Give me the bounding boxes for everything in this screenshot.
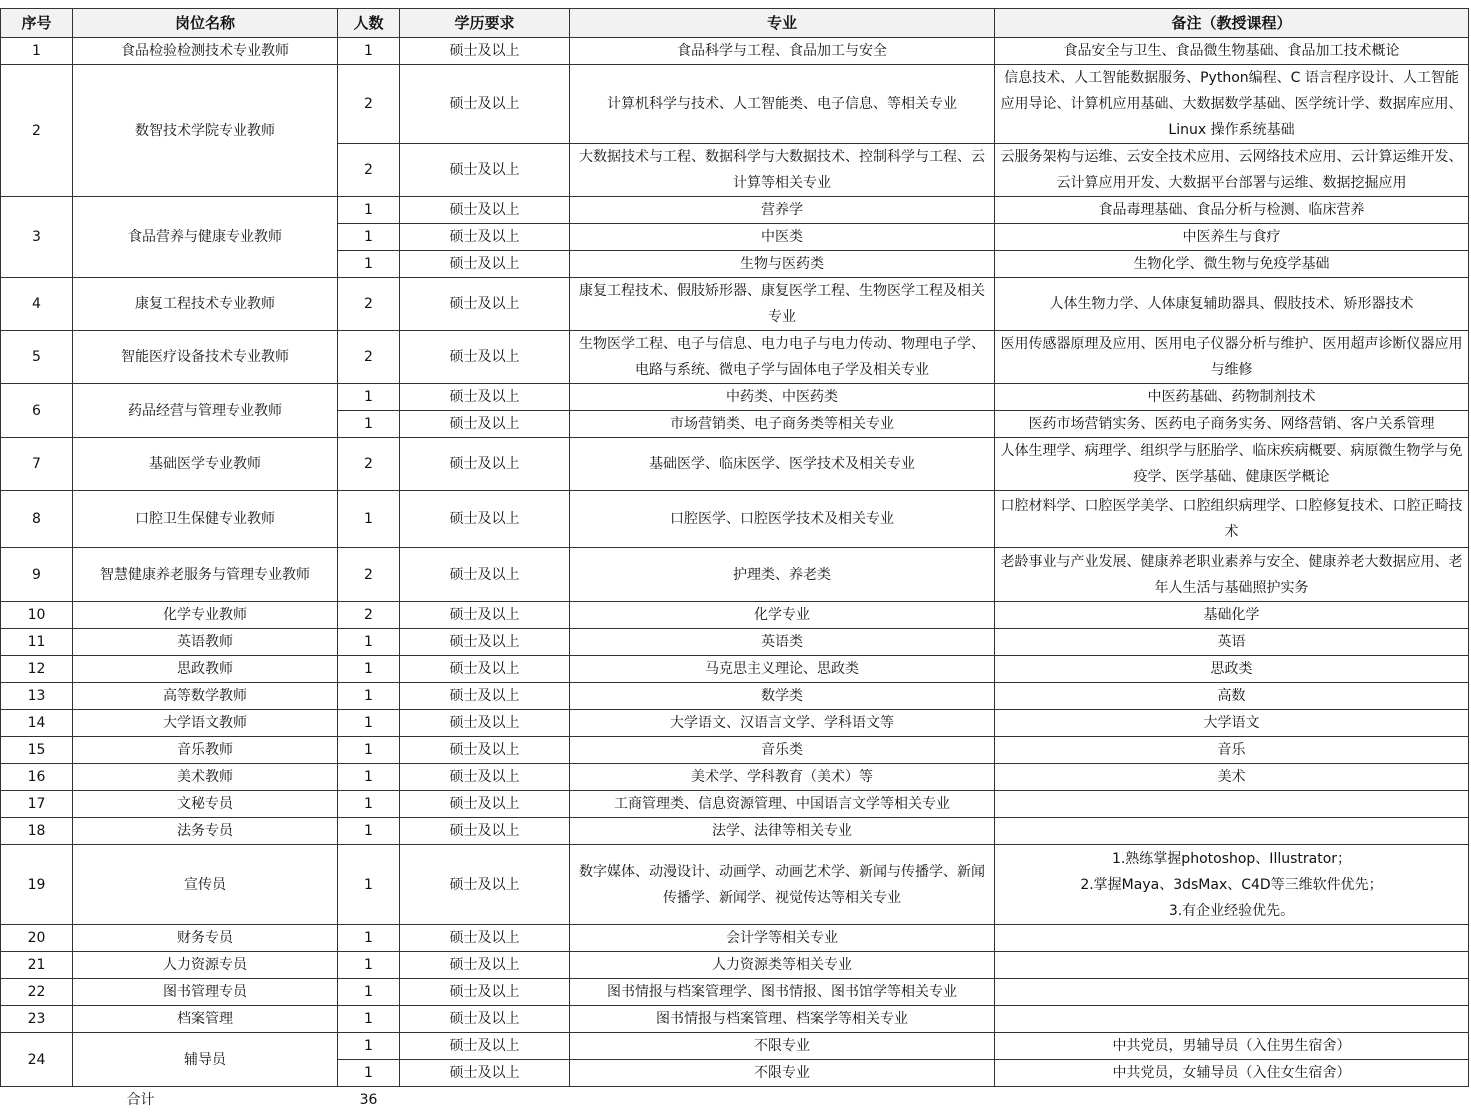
cell-no: 6 [1,384,73,438]
table-row [1,384,1469,411]
cell-no: 8 [1,491,73,548]
cell-count: 1 [338,197,400,224]
cell-count: 1 [338,224,400,251]
cell-count: 1 [338,384,400,411]
cell-major: 食品科学与工程、食品加工与安全 [570,38,995,65]
cell-post: 图书管理专员 [73,979,338,1006]
table-row [1,491,1469,548]
total-empty-cell [400,1087,570,1113]
cell-count: 1 [338,791,400,818]
cell-count: 2 [338,65,400,144]
cell-education: 硕士及以上 [400,845,570,925]
total-empty-cell [570,1087,995,1113]
cell-education: 硕士及以上 [400,65,570,144]
cell-note: 医药市场营销实务、医药电子商务实务、网络营销、客户关系管理 [995,411,1469,438]
cell-note: 中医药基础、药物制剂技术 [995,384,1469,411]
cell-post: 高等数学教师 [73,683,338,710]
cell-count: 2 [338,548,400,602]
table-body [1,38,1469,1087]
cell-post: 智慧健康养老服务与管理专业教师 [73,548,338,602]
cell-major: 生物与医药类 [570,251,995,278]
cell-major: 康复工程技术、假肢矫形器、康复医学工程、生物医学工程及相关专业 [570,278,995,331]
cell-major: 音乐类 [570,737,995,764]
cell-major: 不限专业 [570,1060,995,1087]
cell-major: 生物医学工程、电子与信息、电力电子与电力传动、物理电子学、电路与系统、微电子学与固体电子学及相关专业 [570,331,995,384]
table-row [1,65,1469,144]
cell-education: 硕士及以上 [400,629,570,656]
cell-count: 2 [338,331,400,384]
cell-major: 数学类 [570,683,995,710]
cell-post: 财务专员 [73,925,338,952]
cell-post: 档案管理 [73,1006,338,1033]
cell-major: 数字媒体、动漫设计、动画学、动画艺术学、新闻与传播学、新闻传播学、新闻学、视觉传达等相关专业 [570,845,995,925]
cell-major: 口腔医学、口腔医学技术及相关专业 [570,491,995,548]
cell-education: 硕士及以上 [400,952,570,979]
table-row [1,952,1469,979]
cell-no: 11 [1,629,73,656]
cell-major: 法学、法律等相关专业 [570,818,995,845]
cell-note: 美术 [995,764,1469,791]
cell-no: 20 [1,925,73,952]
cell-count: 1 [338,1033,400,1060]
cell-count: 1 [338,818,400,845]
header-cell-post: 岗位名称 [73,9,338,38]
cell-no: 3 [1,197,73,278]
total-label: 合计 [1,1087,338,1113]
cell-post: 人力资源专员 [73,952,338,979]
cell-note: 老龄事业与产业发展、健康养老职业素养与安全、健康养老大数据应用、老年人生活与基础照护实务 [995,548,1469,602]
cell-post: 药品经营与管理专业教师 [73,384,338,438]
table-row [1,845,1469,925]
cell-post: 宣传员 [73,845,338,925]
cell-count: 1 [338,737,400,764]
table-row [1,710,1469,737]
cell-major: 美术学、学科教育（美术）等 [570,764,995,791]
cell-no: 19 [1,845,73,925]
cell-post: 文秘专员 [73,791,338,818]
cell-post: 数智技术学院专业教师 [73,65,338,197]
table-row [1,38,1469,65]
cell-note: 中共党员，女辅导员（入住女生宿舍） [995,1060,1469,1087]
cell-no: 23 [1,1006,73,1033]
cell-no: 22 [1,979,73,1006]
cell-no: 5 [1,331,73,384]
cell-note: 中共党员，男辅导员（入住男生宿舍） [995,1033,1469,1060]
cell-major: 中药类、中医药类 [570,384,995,411]
cell-count: 1 [338,952,400,979]
cell-major: 营养学 [570,197,995,224]
cell-count: 2 [338,278,400,331]
header-cell-note: 备注（教授课程） [995,9,1469,38]
table-row [1,1033,1469,1060]
cell-major: 计算机科学与技术、人工智能类、电子信息、等相关专业 [570,65,995,144]
cell-count: 1 [338,251,400,278]
header-cell-no: 序号 [1,9,73,38]
cell-count: 1 [338,683,400,710]
cell-note [995,1006,1469,1033]
cell-education: 硕士及以上 [400,384,570,411]
cell-count: 1 [338,845,400,925]
table-row [1,979,1469,1006]
cell-education: 硕士及以上 [400,818,570,845]
cell-note [995,979,1469,1006]
cell-education: 硕士及以上 [400,224,570,251]
cell-count: 1 [338,1060,400,1087]
cell-education: 硕士及以上 [400,656,570,683]
header-cell-major: 专业 [570,9,995,38]
cell-no: 9 [1,548,73,602]
table-row [1,764,1469,791]
cell-major: 马克思主义理论、思政类 [570,656,995,683]
cell-count: 2 [338,602,400,629]
cell-post: 英语教师 [73,629,338,656]
cell-post: 化学专业教师 [73,602,338,629]
cell-count: 2 [338,144,400,197]
cell-count: 1 [338,710,400,737]
cell-no: 2 [1,65,73,197]
cell-major: 图书情报与档案管理学、图书情报、图书馆学等相关专业 [570,979,995,1006]
cell-major: 人力资源类等相关专业 [570,952,995,979]
cell-count: 1 [338,38,400,65]
cell-education: 硕士及以上 [400,38,570,65]
cell-count: 1 [338,925,400,952]
cell-major: 大数据技术与工程、数据科学与大数据技术、控制科学与工程、云计算等相关专业 [570,144,995,197]
cell-note: 人体生物力学、人体康复辅助器具、假肢技术、矫形器技术 [995,278,1469,331]
cell-post: 食品营养与健康专业教师 [73,197,338,278]
cell-major: 护理类、养老类 [570,548,995,602]
cell-education: 硕士及以上 [400,251,570,278]
header-cell-education: 学历要求 [400,9,570,38]
table-row [1,1006,1469,1033]
cell-note: 音乐 [995,737,1469,764]
cell-no: 16 [1,764,73,791]
cell-no: 4 [1,278,73,331]
cell-note: 信息技术、人工智能数据服务、Python编程、C 语言程序设计、人工智能应用导论、计算机应用基础、大数据数学基础、医学统计学、数据库应用、Linux 操作系统基础 [995,65,1469,144]
cell-no: 17 [1,791,73,818]
cell-post: 基础医学专业教师 [73,438,338,491]
cell-count: 1 [338,656,400,683]
table-row [1,925,1469,952]
cell-note: 食品毒理基础、食品分析与检测、临床营养 [995,197,1469,224]
table-row [1,791,1469,818]
cell-note: 中医养生与食疗 [995,224,1469,251]
cell-education: 硕士及以上 [400,197,570,224]
table-row [1,629,1469,656]
cell-no: 15 [1,737,73,764]
cell-post: 法务专员 [73,818,338,845]
cell-note: 人体生理学、病理学、组织学与胚胎学、临床疾病概要、病原微生物学与免疫学、医学基础、健康医学概论 [995,438,1469,491]
cell-education: 硕士及以上 [400,683,570,710]
recruitment-table [0,8,1469,1113]
cell-major: 化学专业 [570,602,995,629]
cell-post: 美术教师 [73,764,338,791]
cell-note: 大学语文 [995,710,1469,737]
table-row [1,602,1469,629]
cell-count: 2 [338,438,400,491]
cell-education: 硕士及以上 [400,925,570,952]
cell-no: 14 [1,710,73,737]
table-row [1,683,1469,710]
cell-note [995,791,1469,818]
cell-education: 硕士及以上 [400,411,570,438]
cell-education: 硕士及以上 [400,278,570,331]
cell-major: 图书情报与档案管理、档案学等相关专业 [570,1006,995,1033]
table-row [1,331,1469,384]
cell-post: 大学语文教师 [73,710,338,737]
cell-post: 食品检验检测技术专业教师 [73,38,338,65]
cell-education: 硕士及以上 [400,331,570,384]
total-empty-cell [995,1087,1469,1113]
cell-no: 1 [1,38,73,65]
cell-no: 24 [1,1033,73,1087]
cell-note: 1.熟练掌握photoshop、Illustrator； 2.掌握Maya、3dsMax、C4D等三维软件优先； 3.有企业经验优先。 [995,845,1469,925]
cell-major: 会计学等相关专业 [570,925,995,952]
cell-education: 硕士及以上 [400,438,570,491]
cell-note [995,925,1469,952]
table-row [1,548,1469,602]
cell-no: 18 [1,818,73,845]
cell-education: 硕士及以上 [400,979,570,1006]
cell-no: 13 [1,683,73,710]
cell-post: 口腔卫生保健专业教师 [73,491,338,548]
cell-note: 基础化学 [995,602,1469,629]
cell-note: 食品安全与卫生、食品微生物基础、食品加工技术概论 [995,38,1469,65]
table-row [1,278,1469,331]
cell-post: 智能医疗设备技术专业教师 [73,331,338,384]
cell-education: 硕士及以上 [400,764,570,791]
cell-note: 英语 [995,629,1469,656]
cell-count: 1 [338,979,400,1006]
table-row [1,656,1469,683]
header-cell-count: 人数 [338,9,400,38]
cell-no: 21 [1,952,73,979]
cell-education: 硕士及以上 [400,1006,570,1033]
cell-education: 硕士及以上 [400,737,570,764]
cell-education: 硕士及以上 [400,144,570,197]
cell-note: 云服务架构与运维、云安全技术应用、云网络技术应用、云计算运维开发、云计算应用开发、大数据平台部署与运维、数据挖掘应用 [995,144,1469,197]
cell-note [995,818,1469,845]
cell-major: 英语类 [570,629,995,656]
header-row [1,9,1469,38]
cell-count: 1 [338,411,400,438]
cell-note: 思政类 [995,656,1469,683]
cell-post: 康复工程技术专业教师 [73,278,338,331]
cell-education: 硕士及以上 [400,1060,570,1087]
table-row [1,818,1469,845]
cell-education: 硕士及以上 [400,1033,570,1060]
cell-post: 思政教师 [73,656,338,683]
cell-education: 硕士及以上 [400,602,570,629]
cell-note: 高数 [995,683,1469,710]
cell-no: 7 [1,438,73,491]
cell-post: 辅导员 [73,1033,338,1087]
cell-note [995,952,1469,979]
cell-note: 医用传感器原理及应用、医用电子仪器分析与维护、医用超声诊断仪器应用与维修 [995,331,1469,384]
table-row [1,438,1469,491]
table-row [1,737,1469,764]
cell-education: 硕士及以上 [400,491,570,548]
cell-count: 1 [338,491,400,548]
cell-education: 硕士及以上 [400,548,570,602]
cell-no: 10 [1,602,73,629]
cell-major: 基础医学、临床医学、医学技术及相关专业 [570,438,995,491]
cell-post: 音乐教师 [73,737,338,764]
total-value: 36 [338,1087,400,1113]
cell-education: 硕士及以上 [400,791,570,818]
cell-count: 1 [338,629,400,656]
cell-major: 工商管理类、信息资源管理、中国语言文学等相关专业 [570,791,995,818]
cell-education: 硕士及以上 [400,710,570,737]
cell-major: 不限专业 [570,1033,995,1060]
cell-no: 12 [1,656,73,683]
cell-major: 中医类 [570,224,995,251]
cell-major: 市场营销类、电子商务类等相关专业 [570,411,995,438]
cell-count: 1 [338,1006,400,1033]
cell-major: 大学语文、汉语言文学、学科语文等 [570,710,995,737]
cell-count: 1 [338,764,400,791]
table-row [1,197,1469,224]
cell-note: 口腔材料学、口腔医学美学、口腔组织病理学、口腔修复技术、口腔正畸技术 [995,491,1469,548]
total-row [1,1087,1469,1113]
cell-note: 生物化学、微生物与免疫学基础 [995,251,1469,278]
